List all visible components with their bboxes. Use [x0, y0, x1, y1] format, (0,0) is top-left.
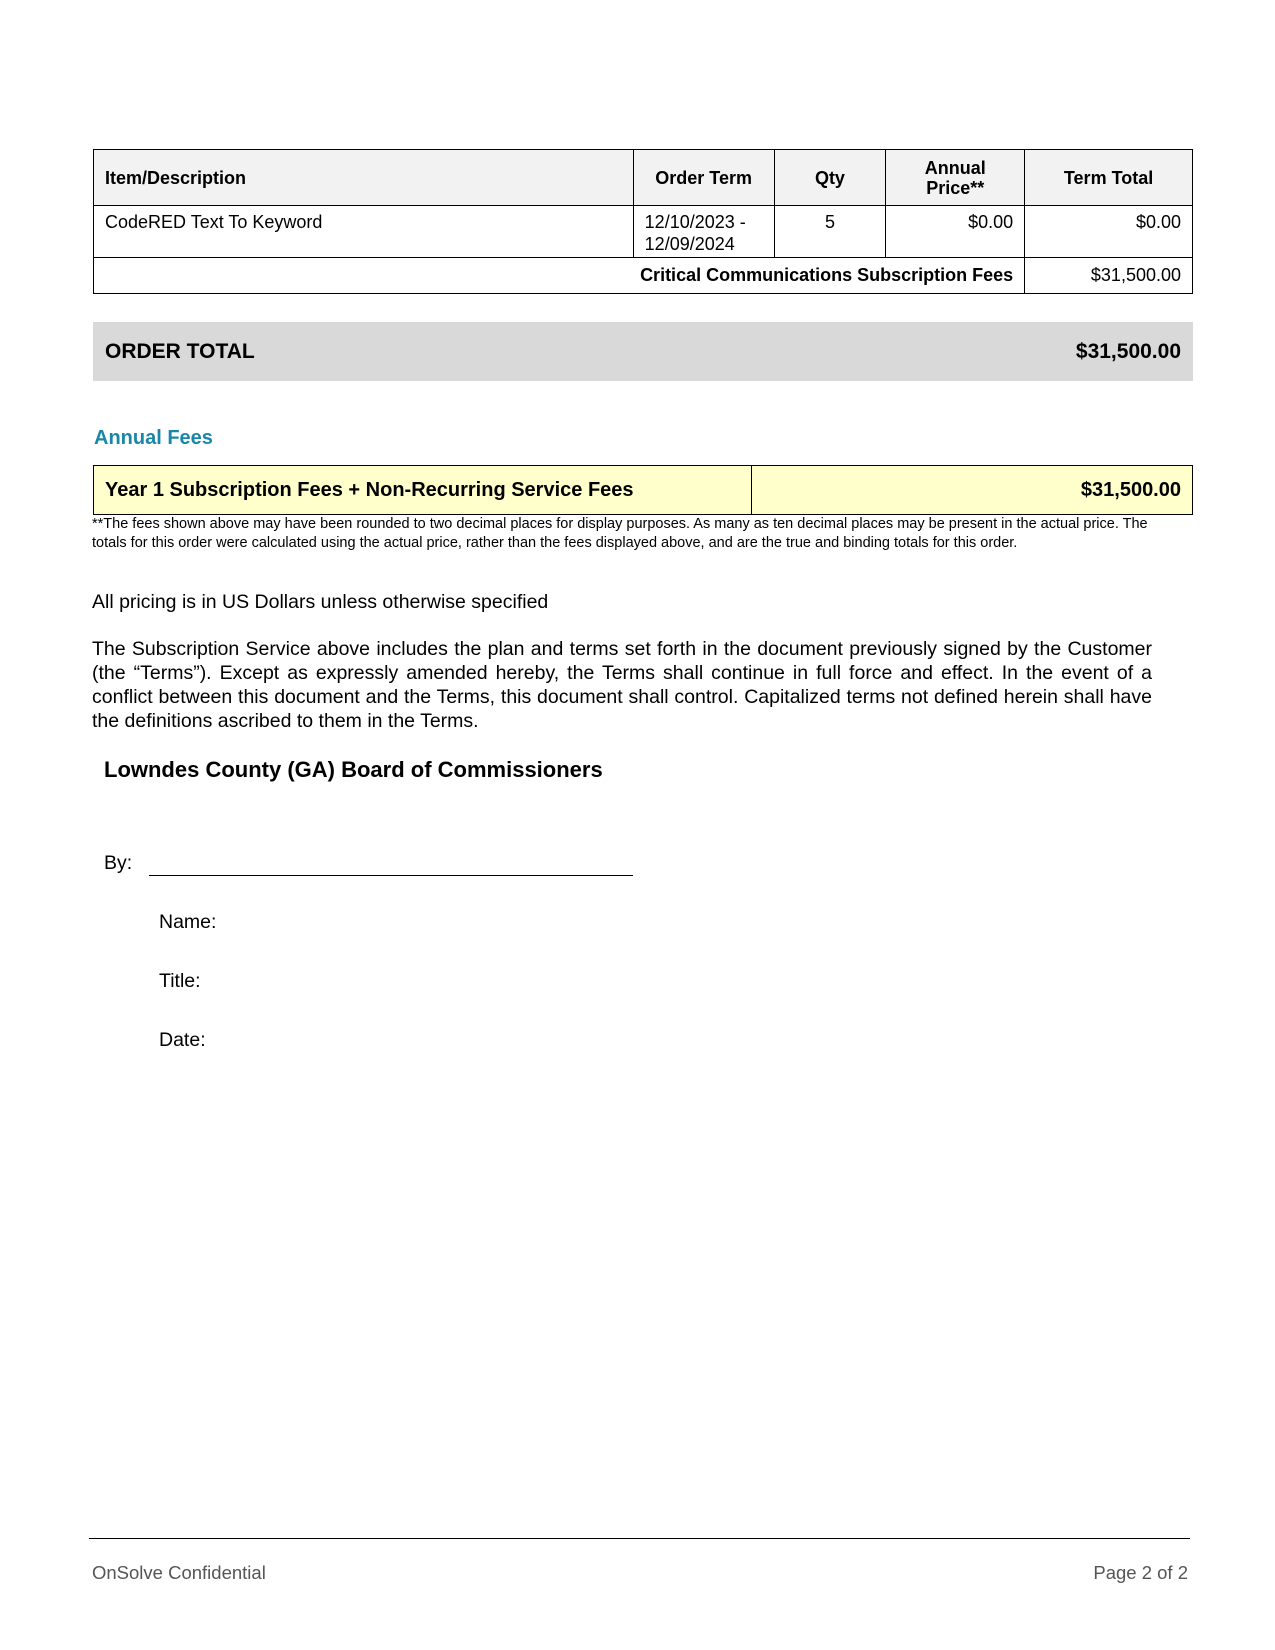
header-annual-price — [886, 150, 1025, 206]
header-order-term: Order Term — [633, 150, 774, 206]
header-item-description: Item/Description — [94, 150, 634, 206]
table-row — [94, 206, 1193, 258]
pricing-footnote: **The fees shown above may have been rounded to two decimal places for display purposes. As many as ten decimal places may be present in the actual price. The totals for this order were calculated using the actual price, rather than the fees displayed above, and are the true and binding totals for this order. — [92, 516, 1148, 551]
header-annual-price-line2: Price** — [926, 177, 985, 198]
term-end: 12/09/2024 — [644, 234, 735, 254]
annual-fees-heading: Annual Fees — [94, 427, 213, 449]
subtotal-label: Critical Communications Subscription Fees — [94, 258, 1025, 294]
term-start: 12/10/2023 - — [644, 212, 746, 232]
title-label: Title: — [159, 970, 201, 992]
annual-fees-row — [94, 466, 1193, 515]
cell-qty: 5 — [774, 206, 886, 258]
by-label: By: — [104, 852, 133, 874]
header-qty: Qty — [774, 150, 886, 206]
customer-name: Lowndes County (GA) Board of Commissioners — [104, 757, 603, 782]
annual-fees-value: $31,500.00 — [752, 466, 1193, 515]
cell-item: CodeRED Text To Keyword — [94, 206, 634, 258]
annual-fees-label: Year 1 Subscription Fees + Non-Recurring Service Fees — [94, 466, 752, 515]
annual-fees-table — [93, 465, 1193, 515]
order-total-value: $31,500.00 — [1075, 339, 1181, 363]
subtotal-row — [94, 258, 1193, 294]
name-label: Name: — [159, 911, 217, 933]
order-total-label: ORDER TOTAL — [105, 339, 255, 363]
page-number: Page 2 of 2 — [1093, 1562, 1188, 1583]
signature-line[interactable] — [149, 875, 633, 876]
cell-order-term — [633, 206, 774, 258]
cell-term-total: $0.00 — [1025, 206, 1193, 258]
line-items-table — [93, 149, 1193, 294]
footer-divider — [89, 1538, 1190, 1539]
header-term-total: Term Total — [1025, 150, 1193, 206]
subtotal-value: $31,500.00 — [1025, 258, 1193, 294]
footer-confidential: OnSolve Confidential — [92, 1562, 266, 1583]
date-label: Date: — [159, 1029, 206, 1051]
currency-note: All pricing is in US Dollars unless otherwise specified — [92, 591, 549, 613]
terms-paragraph: The Subscription Service above includes the plan and terms set forth in the document previously signed by the Customer (the “Terms”). Except as expressly amended hereby, the Terms shall continue in full force and effect. In the event of a conflict between this document and the Terms, this document shall control. Capitalized terms not defined herein shall have the definitions ascribed to them in the Terms. — [92, 638, 1152, 732]
table-header-row — [94, 150, 1193, 206]
header-annual-price-line1: Annual — [924, 157, 986, 178]
cell-annual-price: $0.00 — [886, 206, 1025, 258]
order-total-bar — [93, 322, 1193, 381]
